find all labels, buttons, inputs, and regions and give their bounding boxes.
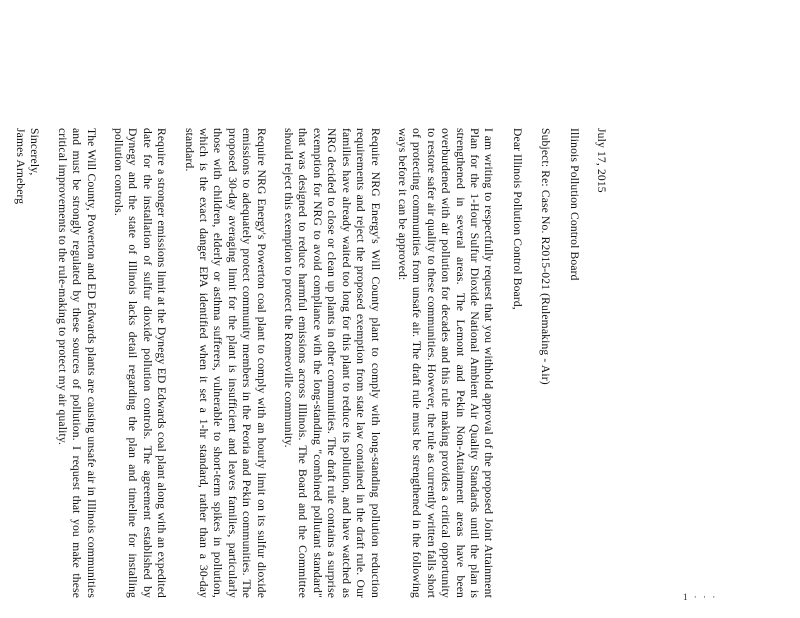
letter-salutation: Dear Illinois Pollution Control Board, — [510, 128, 524, 310]
letter-closing: Sincerely, — [28, 128, 42, 176]
letter-date: July 17, 2015 — [595, 128, 608, 193]
letter-paragraph-will-county: Require NRG Energy's Will County plant to comply with long-standing pollution reduction requirements and reject the proposed exemption from state law contained in the draft rule. Our families have already waited too long for this plant to reduce its pollution, and have watched as NRG decided to close or clean up plants in other communities. The draft rule contains a surprise exemption for NRG to avoid compliance with the long-standing "combined pollutant standard" that was designed to reduce harmful emissions across Illinois. The Board and the Committee should reject this exemption to protect the Romeoville community. — [282, 128, 382, 598]
letter-paragraph-conclusion: The Will County, Powerton and ED Edwards plants are causing unsafe air in Illinois communities and must be strongly regulated by these sources of pollution. I request that you make these critical improvements to the rule-making to protect my air quality. — [55, 128, 98, 598]
letter-paragraph-powerton: Require NRG Energy's Powerton coal plant to comply with an hourly limit on its sulfur dioxide emissions to adequately protect community members in the Peoria and Pekin communities. The proposed 30-day averaging limit for the plant is insufficient and leaves families, particularly those with children, elderly or asthma sufferers, vulnerable to short-term spikes in pollution, which is the exact danger EPA identified when it set a 1-hr standard, rather than a 30-day standard. — [182, 128, 268, 598]
letter-body — [13, 128, 608, 598]
letter-paragraph-ed-edwards: Require a stronger emissions limit at the Dynegy ED Edwards coal plant along with an expedited date for the installation of sulfur dioxide pollution controls. The agreement established by Dynegy and the state of Illinois lacks detail regarding the plan and timeline for installing pollution controls. — [112, 128, 169, 598]
letter-signature: James Arneberg — [14, 128, 27, 205]
letter-recipient: Illinois Pollution Control Board — [567, 128, 581, 281]
page-number-mark: 1 · · · — [683, 592, 718, 602]
letter-paragraph-intro: I am writing to respectfully request that you withhold approval of the proposed Joint Attainment Plan for the 1-Hour Sulfur Dioxide National Ambient Air Quality Standards until the plan is strengthened in several areas. The Lemont and Pekin Non-Attainment areas have been overburdened with air pollution for decades and this rule making provides a critical opportunity to restore safer air quality to these communities. However, the rule as currently written falls short of protecting communities from unsafe air. The draft rule must be strengthened in the following ways before it can be approved: — [395, 128, 496, 598]
letter-subject: Subject: Re: Case No. R2015-021 (Rulemaking - Air) — [539, 128, 553, 385]
